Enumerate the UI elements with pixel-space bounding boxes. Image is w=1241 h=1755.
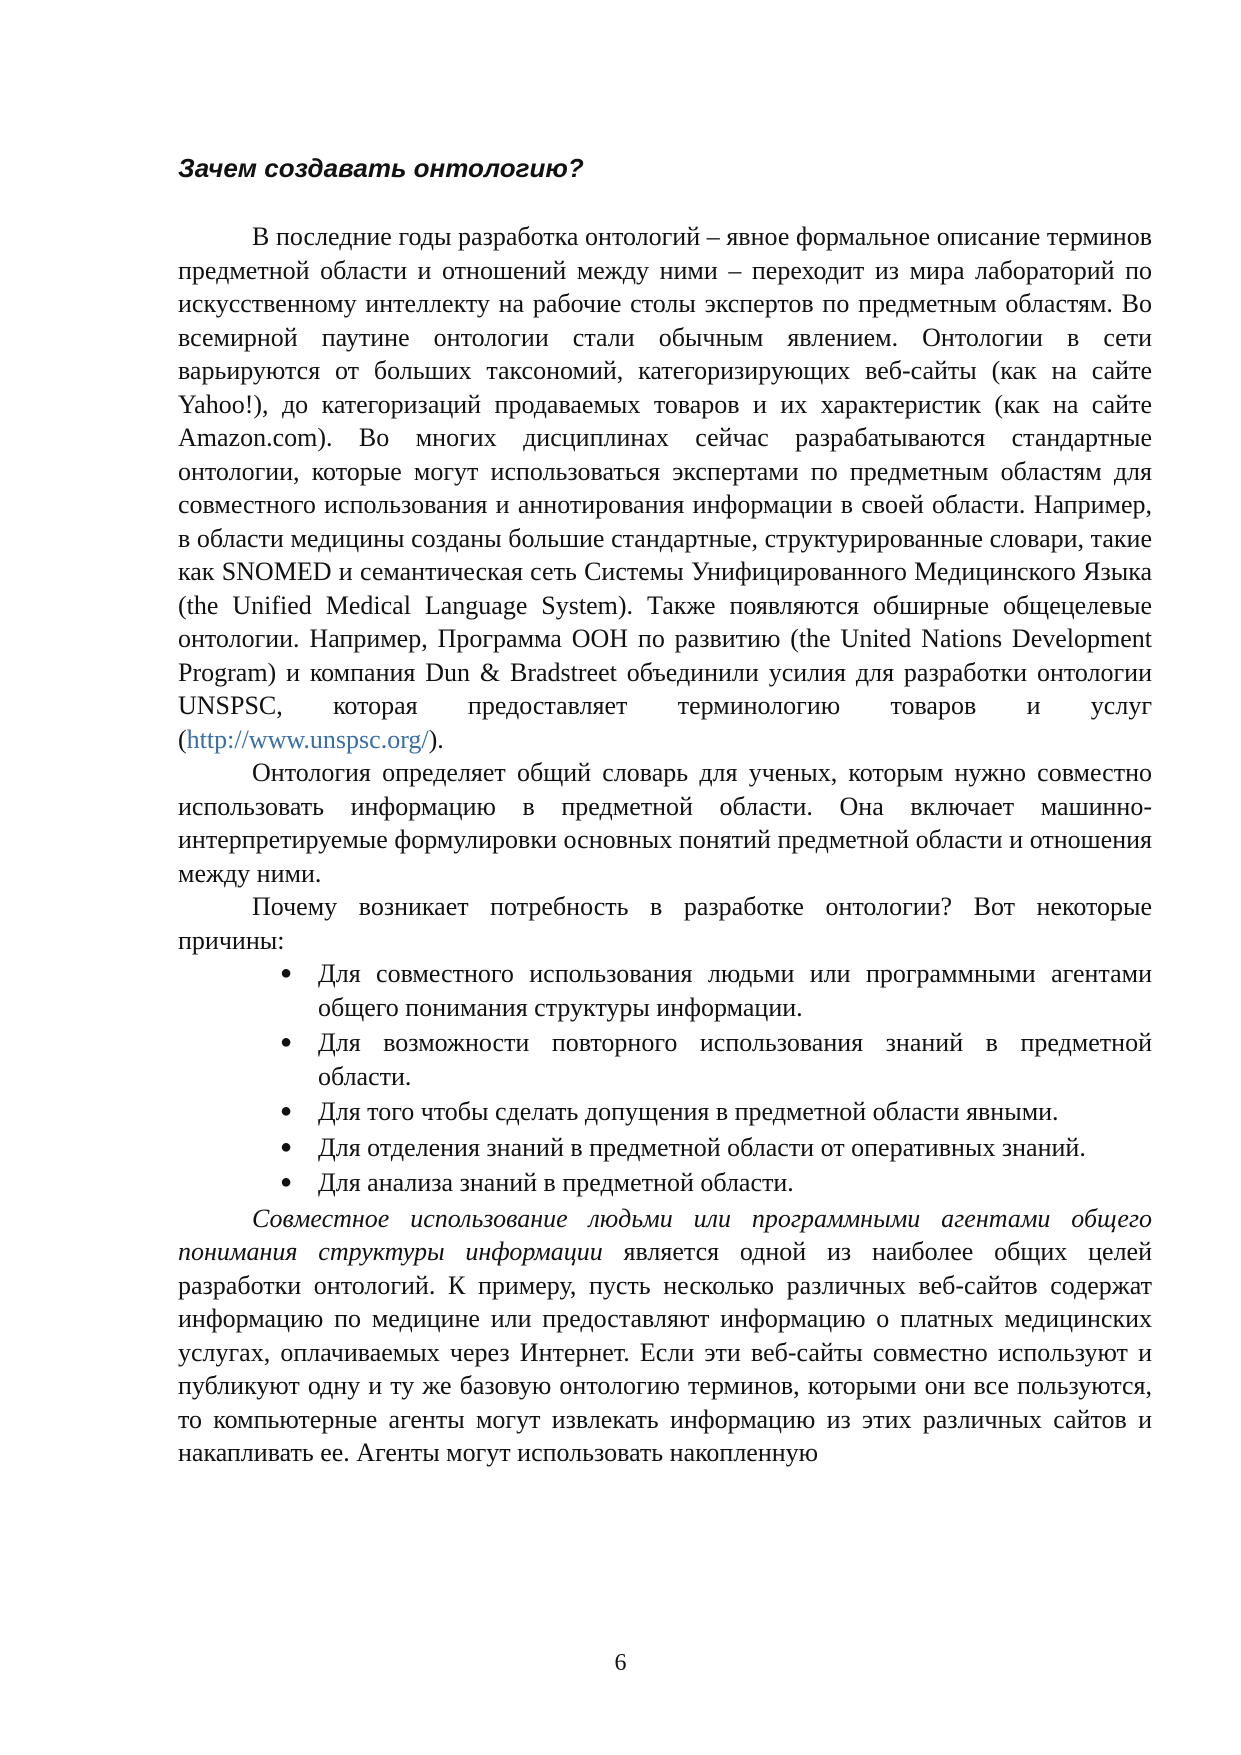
paragraph-sharing	[178, 1202, 1152, 1470]
bullet-icon: ●	[280, 1135, 293, 1158]
paragraph-definition: Онтология определяет общий словарь для ученых, которым нужно совместно использовать информацию в предметной области. Она включает машинно-интерпретируемые формулировки основных понятий предметной области и отношения между ними.	[178, 758, 1152, 888]
list-item	[280, 957, 1152, 1024]
bullet-icon: ●	[280, 1031, 293, 1053]
page-number: 6	[614, 1650, 627, 1676]
list-item-text: Для анализа знаний в предметной области.	[318, 1168, 794, 1197]
body-text	[178, 220, 1152, 1470]
paragraph-sharing-emphasis: Совместное использование людьми или программными агентами общего понимания структуры информации	[178, 1203, 1152, 1266]
paragraph-intro	[178, 220, 1152, 756]
list-item	[280, 1131, 1152, 1165]
list-item	[280, 1026, 1152, 1093]
list-item	[280, 1095, 1152, 1129]
bullet-icon: ●	[280, 1171, 293, 1193]
section-heading: Зачем создавать онтологию?	[178, 153, 584, 183]
list-item-text: Для возможности повторного использования знаний в предметной области.	[318, 1028, 1152, 1091]
paragraph-intro-text: В последние годы разработка онтологий – явное формальное описание терминов предметной области и отношений между ними – переходит из мира лабораторий по искусственному интеллекту на рабочие столы экспертов по предметным областям. Во всемирной паутине онтологии стали обычным явлением. Онтологии в сети варьируются от больших таксономий, категоризирующих веб-сайты (как на сайте Yahoo!), до категоризаций продаваемых товаров и их характеристик (как на сайте Amazon.com). Во многих дисциплинах сейчас разрабатываются стандартные онтологии, которые могут использоваться экспертами по предметным областям для совместного использования и аннотирования информации в своей области. Например, в области медицины созданы большие стандартные, структурированные словари, такие как SNOMED и семантическая сеть Системы Унифицированного Медицинского Языка (the Unified Medical Language System). Также появляются обширные общецелевые онтологии. Например, Программа ООН по развитию (the United Nations Development Program) и компания Dun & Bradstreet объединили усилия для разработки онтологии UNSPSC, которая предоставляет терминологию товаров и услуг (	[178, 222, 1152, 754]
paragraph-sharing-text: является одной из наиболее общих целей разработки онтологий. К примеру, пусть несколько различных веб-сайтов содержат информацию по медицине или предоставляют информацию о платных медицинских услугах, оплачиваемых через Интернет. Если эти веб-сайты совместно используют и публикуют одну и ту же базовую онтологию терминов, которыми они все пользуются, то компьютерные агенты могут извлекать информацию из этих различных сайтов и накапливать ее. Агенты могут использовать накопленную	[178, 1237, 1152, 1467]
reasons-list	[178, 957, 1152, 1200]
list-item	[280, 1166, 1152, 1200]
paragraph-intro-end: ).	[428, 724, 444, 754]
bullet-icon: ●	[280, 1100, 293, 1122]
paragraph-reasons: Почему возникает потребность в разработке онтологии? Вот некоторые причины:	[178, 892, 1152, 955]
unspsc-link[interactable]: http://www.unspsc.org/	[186, 724, 429, 754]
bullet-icon: ●	[280, 962, 293, 984]
list-item-text: Для отделения знаний в предметной области от оперативных знаний.	[318, 1132, 1086, 1162]
list-item-text: Для совместного использования людьми или программными агентами общего понимания структуры информации.	[318, 959, 1152, 1022]
list-item-text: Для того чтобы сделать допущения в предметной области явными.	[318, 1097, 1059, 1126]
